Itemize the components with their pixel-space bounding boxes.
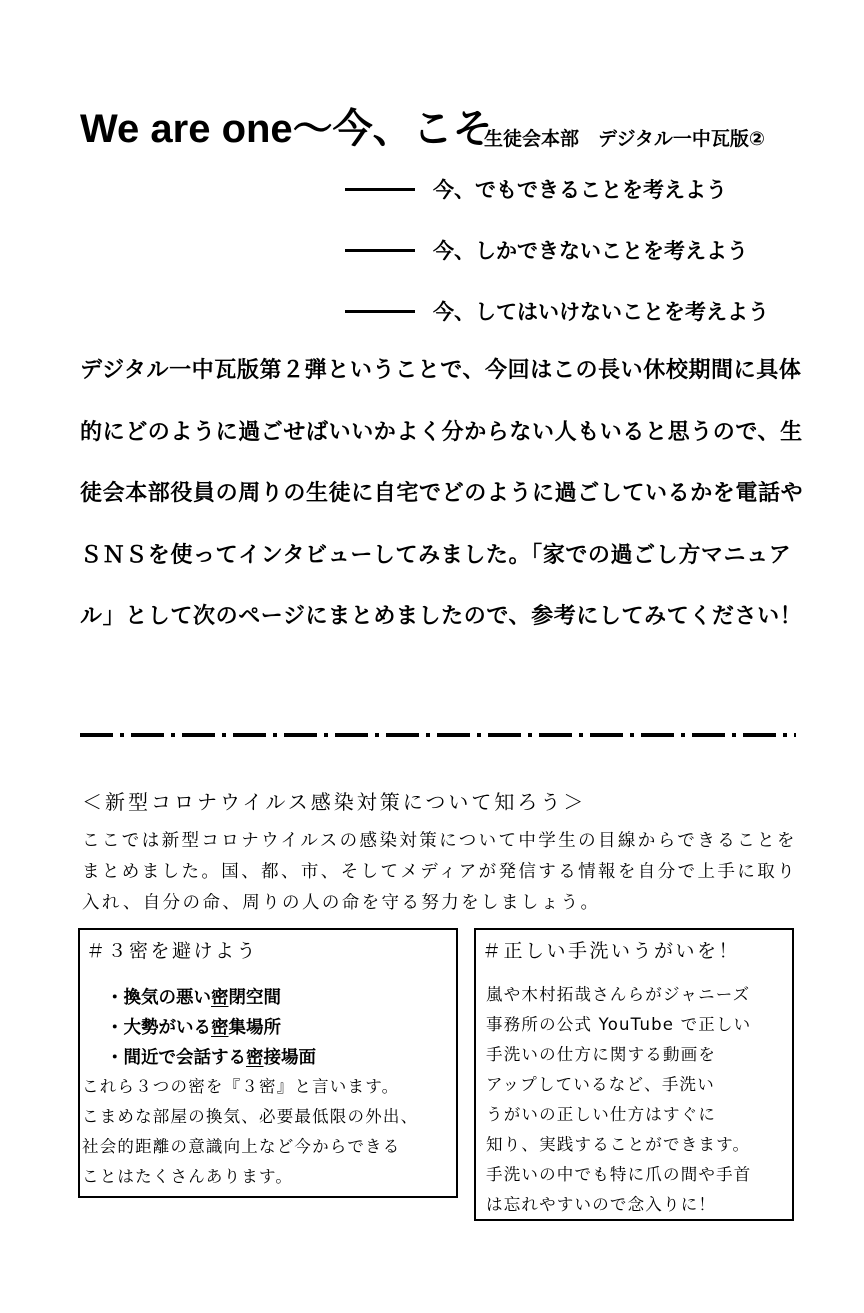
bullet-item: ・大勢がいる密集場所: [106, 1018, 281, 1038]
bullet-item: ・間近で会話する密接場面: [106, 1048, 316, 1068]
slogan-1: [345, 174, 727, 204]
box-heading: ＃３密を避けよう: [86, 940, 259, 962]
bullet-item: ・換気の悪い密閉空間: [106, 988, 281, 1008]
dash-line: [345, 188, 415, 191]
slogan-text: 今、しかできないことを考えよう: [433, 239, 748, 263]
dash-line: [345, 249, 415, 252]
dash-line: [345, 310, 415, 313]
intro-paragraph: デジタル一中瓦版第２弾ということで、今回はこの長い休校期間に具体的にどのように過ごせばいいかよく分からない人もいると思うので、生徒会本部役員の周りの生徒に自宅でどのように過ごしているかを電話やＳＮＳを使ってインタビューしてみました。「家での過ごし方マニュアル」として次のページにまとめましたので、参考にしてみてください！: [80, 358, 804, 629]
section-intro: ここでは新型コロナウイルスの感染対策について中学生の目線からできることをまとめました。国、都、市、そしてメディアが発信する情報を自分で上手に取り入れ、自分の命、周りの人の命を守る努力をしましょう。: [82, 831, 797, 913]
box-body: 嵐や木村拓哉さんらがジャニーズ 事務所の公式 YouTube で正しい 手洗いの仕方に関する動画を アップしているなど、手洗い うがいの正しい仕方はすぐに 知り、実践することができます。 手洗いの中でも特に爪の間や手首 は忘れやすいので念入りに！: [486, 985, 752, 1214]
box-heading: ＃正しい手洗いうがいを！: [482, 940, 741, 962]
page-title: We are one～今、こそ: [80, 107, 493, 151]
slogan-text: 今、でもできることを考えよう: [433, 178, 727, 202]
three-mitsu-box: [78, 928, 458, 1198]
page-subtitle: 生徒会本部 デジタル一中瓦版②: [484, 128, 765, 150]
section-divider: [80, 733, 796, 737]
slogan-2: [345, 235, 748, 265]
slogan-text: 今、してはいけないことを考えよう: [433, 300, 769, 324]
section-heading: ＜新型コロナウイルス感染対策について知ろう＞: [82, 790, 587, 814]
slogan-3: [345, 296, 769, 326]
handwash-box: [474, 928, 794, 1221]
box-body: これら３つの密を『３密』と言います。 こまめな部屋の換気、必要最低限の外出、 社会的距離の意識向上など今からできる ことはたくさんあります。: [82, 1077, 419, 1186]
